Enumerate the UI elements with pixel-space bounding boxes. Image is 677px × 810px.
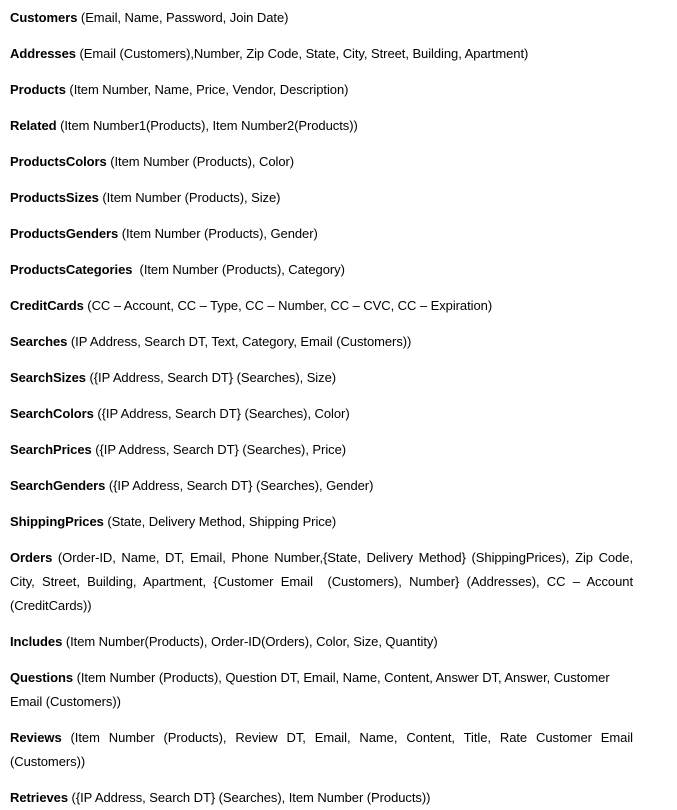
relation-name: Includes: [10, 634, 63, 649]
relation-definition: [10, 726, 637, 774]
relation-attributes: (Item Number1(Products), Item Number2(Products)): [56, 118, 358, 133]
relation-attributes: (Email (Customers),Number, Zip Code, State, City, Street, Building, Apartment): [75, 46, 529, 61]
relation-name: SearchPrices: [10, 442, 92, 457]
relation-definition: [10, 666, 633, 714]
relation-attributes: (Email, Name, Password, Join Date): [77, 10, 289, 25]
relation-name: ProductsCategories: [10, 262, 133, 277]
relation-name: Orders: [10, 550, 53, 565]
relation-attributes: (Item Number (Products), Review DT, Email, Name, Content, Title, Rate Customer Email (Customers)): [10, 730, 637, 769]
relation-name: ProductsGenders: [10, 226, 119, 241]
relation-name: Customers: [10, 10, 78, 25]
relation-definition: [10, 294, 633, 318]
relation-definition: [10, 330, 633, 354]
relation-attributes: (Item Number (Products), Gender): [118, 226, 318, 241]
relation-attributes: (CC – Account, CC – Type, CC – Number, CC – CVC, CC – Expiration): [83, 298, 493, 313]
relation-attributes: (Order-ID, Name, DT, Email, Phone Number,{State, Delivery Method} (ShippingPrices), Zip Code, City, Street, Building, Apartment, {Customer Email (Customers), Number} (Addresses), CC – Account (CreditCards)): [10, 550, 637, 613]
relation-name: SearchGenders: [10, 478, 106, 493]
relation-attributes: (IP Address, Search DT, Text, Category, Email (Customers)): [67, 334, 412, 349]
relation-attributes: ({IP Address, Search DT} (Searches), Price): [91, 442, 347, 457]
relation-name: ProductsColors: [10, 154, 107, 169]
relation-name: Retrieves: [10, 790, 68, 805]
relation-definition: [10, 402, 633, 426]
relation-definition: [10, 438, 633, 462]
relation-attributes: ({IP Address, Search DT} (Searches), Size): [85, 370, 337, 385]
relation-definition: [10, 366, 633, 390]
relation-definition: [10, 6, 633, 30]
relation-attributes: (State, Delivery Method, Shipping Price): [103, 514, 337, 529]
relation-attributes: (Item Number (Products), Color): [106, 154, 295, 169]
relation-attributes: ({IP Address, Search DT} (Searches), Gender): [105, 478, 374, 493]
relation-definition: [10, 222, 633, 246]
relation-definition: [10, 258, 633, 282]
relation-definition: [10, 546, 637, 618]
relation-name: SearchColors: [10, 406, 94, 421]
relation-name: Searches: [10, 334, 68, 349]
relation-definition: [10, 42, 633, 66]
relation-definition: [10, 114, 633, 138]
relation-attributes: (Item Number (Products), Category): [132, 262, 345, 277]
relation-attributes: (Item Number (Products), Size): [98, 190, 281, 205]
relation-definition: [10, 786, 633, 810]
relation-definition: [10, 630, 633, 654]
relation-name: Related: [10, 118, 57, 133]
relation-name: Products: [10, 82, 66, 97]
relation-name: ProductsSizes: [10, 190, 99, 205]
relation-name: CreditCards: [10, 298, 84, 313]
relation-attributes: ({IP Address, Search DT} (Searches), Color): [93, 406, 350, 421]
relation-definition: [10, 186, 633, 210]
relation-attributes: (Item Number, Name, Price, Vendor, Description): [65, 82, 349, 97]
relation-name: Reviews: [10, 730, 62, 745]
relation-definition: [10, 510, 633, 534]
relation-definition: [10, 150, 633, 174]
relation-definition: [10, 78, 633, 102]
relation-attributes: (Item Number (Products), Question DT, Email, Name, Content, Answer DT, Answer, Customer Email (Customers)): [10, 670, 614, 709]
relation-name: SearchSizes: [10, 370, 86, 385]
relation-definition: [10, 474, 633, 498]
relation-name: Questions: [10, 670, 74, 685]
relation-name: ShippingPrices: [10, 514, 104, 529]
relation-name: Addresses: [10, 46, 76, 61]
relation-attributes: (Item Number(Products), Order-ID(Orders), Color, Size, Quantity): [62, 634, 438, 649]
relation-attributes: ({IP Address, Search DT} (Searches), Item Number (Products)): [68, 790, 431, 805]
